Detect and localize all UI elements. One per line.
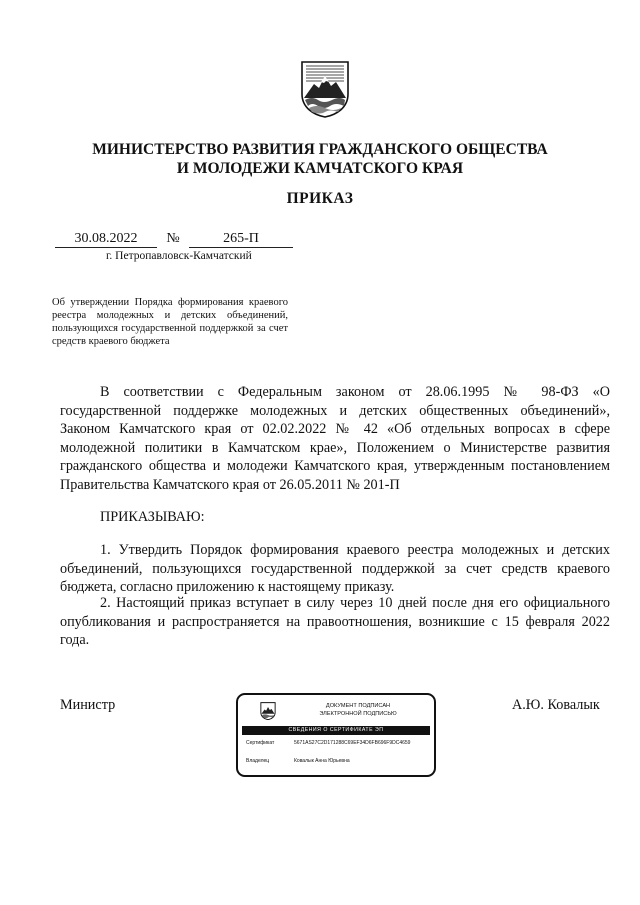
order-number-label: № xyxy=(166,231,180,246)
stamp-heading-line2: ЭЛЕКТРОННОЙ ПОДПИСЬЮ xyxy=(319,711,397,717)
order-number: 265-П xyxy=(189,231,293,248)
electronic-signature-stamp xyxy=(236,693,436,777)
kamchatka-coat-of-arms-icon xyxy=(300,60,350,118)
order-word: ПРИКАЗЫВАЮ: xyxy=(100,509,205,525)
ministry-heading xyxy=(0,140,640,178)
signer-name: А.Ю. Ковалык xyxy=(512,697,600,713)
stamp-certificate-bar: СВЕДЕНИЯ О СЕРТИФИКАТЕ ЭП xyxy=(242,726,430,735)
order-item-1: 1. Утвердить Порядок формирования краевого реестра молодежных и детских объединений, пользующихся государственной поддержкой за счет средств краевого бюджета, согласно приложению к настоящему приказу. xyxy=(60,542,610,595)
preamble-paragraph: В соответствии с Федеральным законом от 28.06.1995 № 98-ФЗ «О государственной поддержке молодежных и детских общественных объединений», Законом Камчатского края от 02.02.2022 № 42 «Об отдельных вопросах в сфере молодежной политики в Камчатском крае», Положением о Министерстве развития гражданского общества и молодежи Камчатского края, утвержденным постановлением Правительства Камчатского края от 26.05.2011 № 201-П xyxy=(60,384,610,493)
document-type-title: ПРИКАЗ xyxy=(286,190,354,207)
stamp-certificate-row xyxy=(246,740,410,747)
stamp-owner-label: Владелец xyxy=(246,758,270,764)
stamp-heading xyxy=(288,702,428,718)
stamp-certificate-value: 5671AS27C2D171288C69EF34D6FB696F9DC4659 xyxy=(294,740,411,746)
stamp-heading-line1: ДОКУМЕНТ ПОДПИСАН xyxy=(325,703,391,709)
signer-title: Министр xyxy=(60,697,116,713)
order-date-number xyxy=(55,231,293,248)
ministry-heading-line1: МИНИСТЕРСТВО РАЗВИТИЯ ГРАЖДАНСКОГО ОБЩЕСТВА xyxy=(92,141,548,158)
order-date: 30.08.2022 xyxy=(55,231,157,248)
stamp-certificate-label: Сертификат xyxy=(246,740,275,746)
order-city: г. Петропавловск-Камчатский xyxy=(106,250,252,262)
stamp-owner-row xyxy=(246,758,350,765)
stamp-owner-value: Ковалык Анна Юрьевна xyxy=(294,758,350,764)
order-subject: Об утверждении Порядка формирования краевого реестра молодежных и детских объединений, пользующихся государственной поддержкой за счет средств краевого бюджета xyxy=(52,297,288,347)
kamchatka-coat-of-arms-icon xyxy=(260,702,276,720)
ministry-heading-line2: И МОЛОДЕЖИ КАМЧАТСКОГО КРАЯ xyxy=(176,160,464,177)
order-item-2: 2. Настоящий приказ вступает в силу через 10 дней после дня его официального опубликования и распространяется на правоотношения, возникшие с 15 февраля 2022 года. xyxy=(60,595,610,648)
